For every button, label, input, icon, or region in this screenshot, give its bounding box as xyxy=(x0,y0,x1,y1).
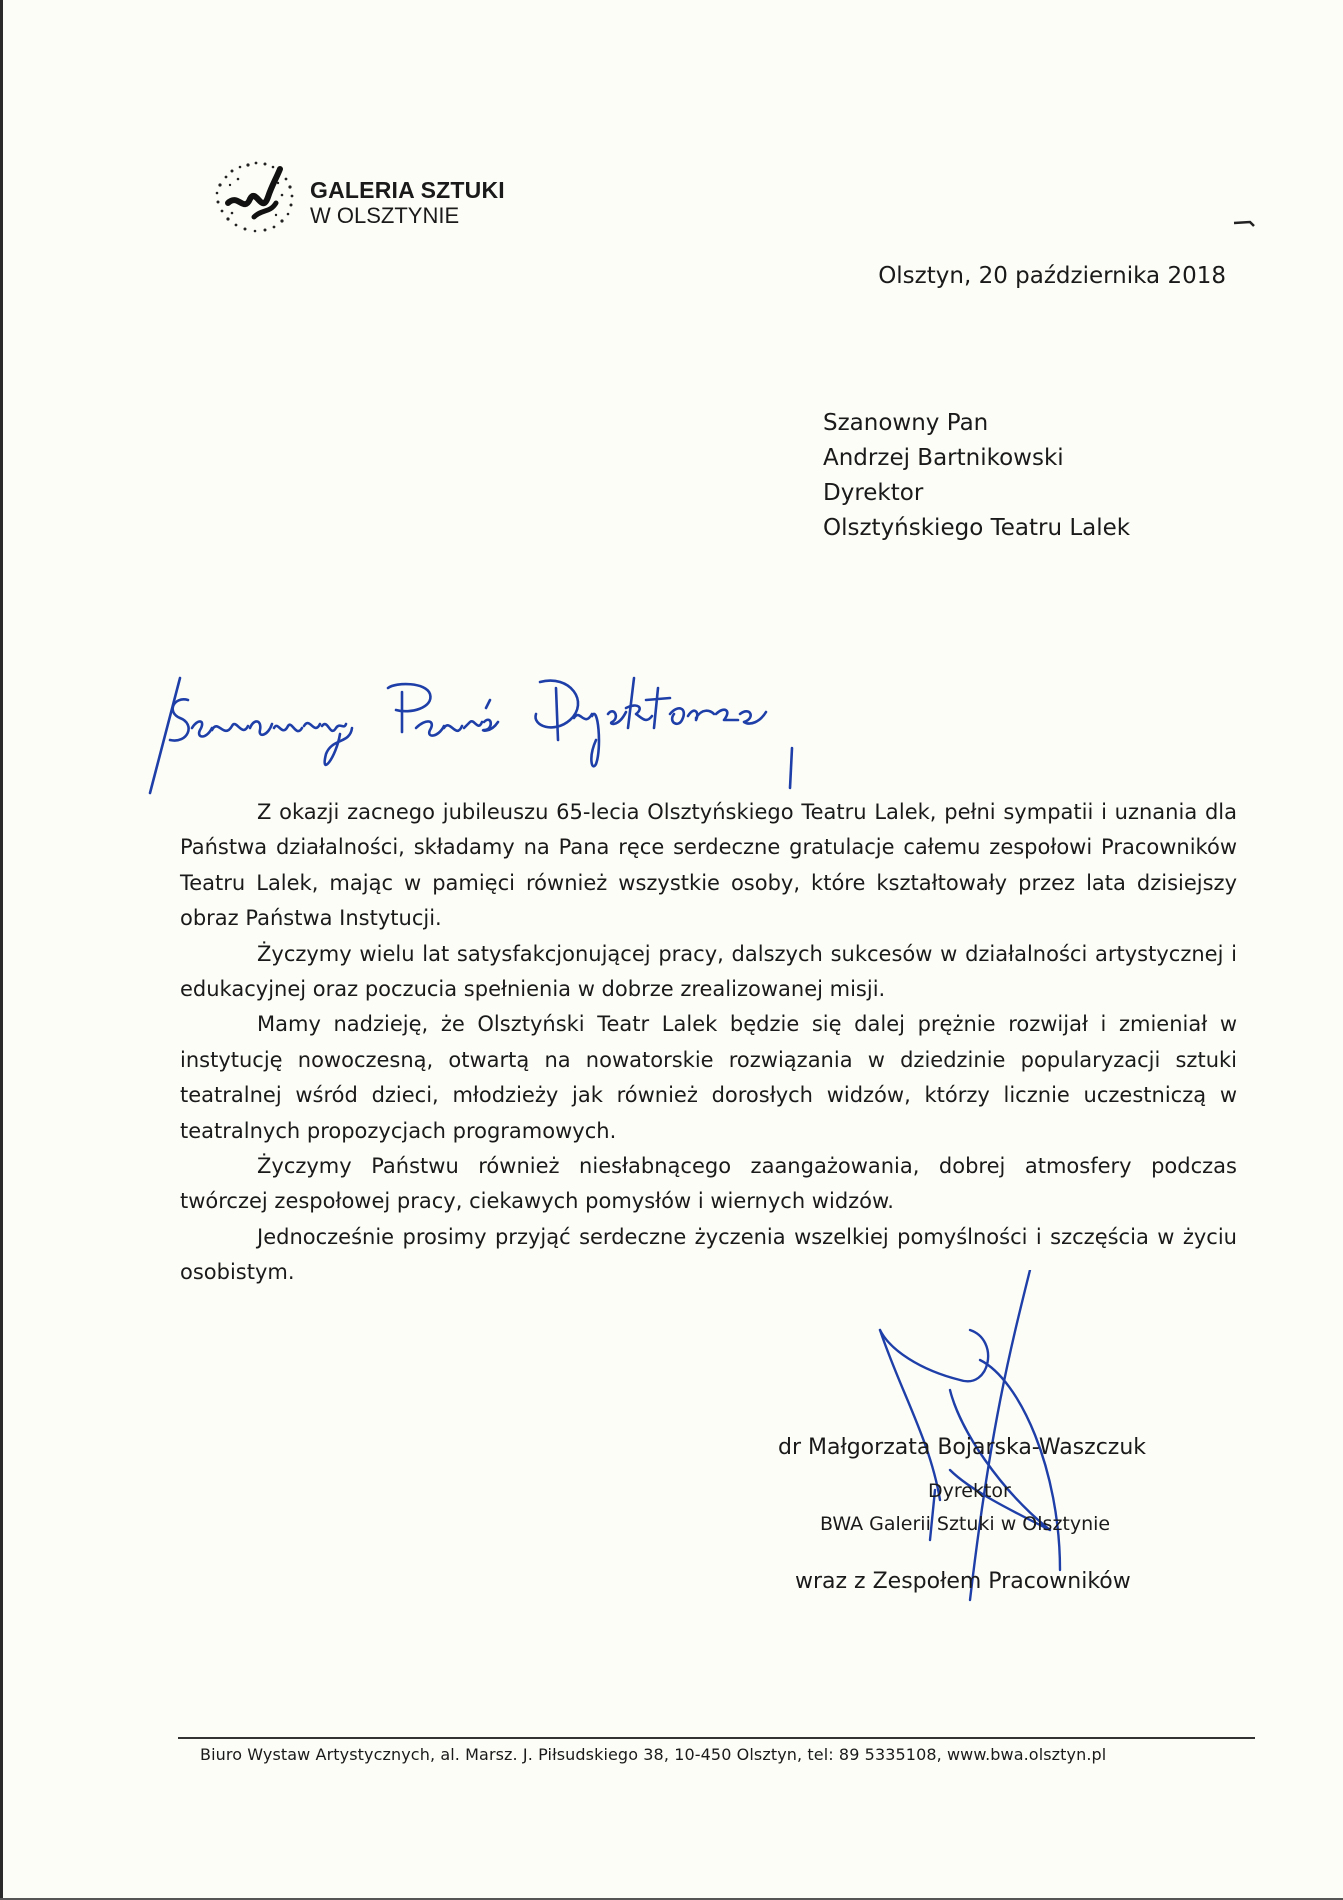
scan-mark-icon xyxy=(1232,218,1256,228)
body-paragraph: Z okazji zacnego jubileuszu 65-lecia Olsztyńskiego Teatru Lalek, pełni sympatii i uznania dla Państwa działalności, składamy na Pana ręce serdeczne gratulacje całemu zespołowi Pracowników Teatru Lalek, mając w pamięci również wszystkie osoby, które kształtowały przez lata dzisiejszy obraz Państwa Instytucji. xyxy=(180,800,1237,931)
footer-address: Biuro Wystaw Artystycznych, al. Marsz. J. Piłsudskiego 38, 10-450 Olsztyn, tel: 89 5335108, www.bwa.olsztyn.pl xyxy=(200,1745,1107,1764)
letter-body xyxy=(180,795,1237,1291)
signatory-role: Dyrektor xyxy=(928,1480,1011,1502)
signatory-name: dr Małgorzata Bojarska-Waszczuk xyxy=(778,1435,1147,1460)
footer-divider xyxy=(178,1737,1255,1739)
body-paragraph: Życzymy wielu lat satysfakcjonującej pracy, dalszych sukcesów w działalności artystycznej i edukacyjnej oraz poczucia spełnienia w dobrze zrealizowanej misji. xyxy=(180,941,1237,1002)
recipient-line: Szanowny Pan xyxy=(823,410,989,436)
recipient-line: Dyrektor xyxy=(823,480,924,506)
body-paragraph: Życzymy Państwu również niesłabnącego zaangażowania, dobrej atmosfery podczas twórczej zespołowej pracy, ciekawych pomysłów i wiernych widzów. xyxy=(180,1154,1237,1214)
scan-edge-left xyxy=(0,0,3,1900)
body-paragraph: Jednocześnie prosimy przyjąć serdeczne życzenia wszelkiej pomyślności i szczęścia w życiu osobistym. xyxy=(180,1224,1237,1285)
letterhead-logo xyxy=(210,155,530,245)
signatory-team: wraz z Zespołem Pracowników xyxy=(795,1569,1131,1594)
recipient-block xyxy=(823,406,1130,546)
letter-date: Olsztyn, 20 października 2018 xyxy=(878,263,1226,289)
gallery-logo-icon xyxy=(210,155,310,245)
logo-subtitle: W OLSZTYNIE xyxy=(310,203,460,228)
signatory-organization: BWA Galerii Sztuki w Olsztynie xyxy=(820,1513,1111,1535)
body-paragraph: Mamy nadzieję, że Olsztyński Teatr Lalek będzie się dalej prężnie rozwijał i zmieniał w instytucję nowoczesną, otwartą na nowatorskie rozwiązania w dziedzinie popularyzacji sztuki teatralnej wśród dzieci, młodzieży jak również dorosłych widzów, którzy licznie uczestniczą w teatralnych propozycjach programowych. xyxy=(180,1012,1237,1143)
recipient-line: Andrzej Bartnikowski xyxy=(823,445,1064,471)
recipient-line: Olsztyńskiego Teatru Lalek xyxy=(823,515,1131,541)
logo-title: GALERIA SZTUKI xyxy=(310,177,505,203)
handwritten-salutation xyxy=(140,648,820,798)
